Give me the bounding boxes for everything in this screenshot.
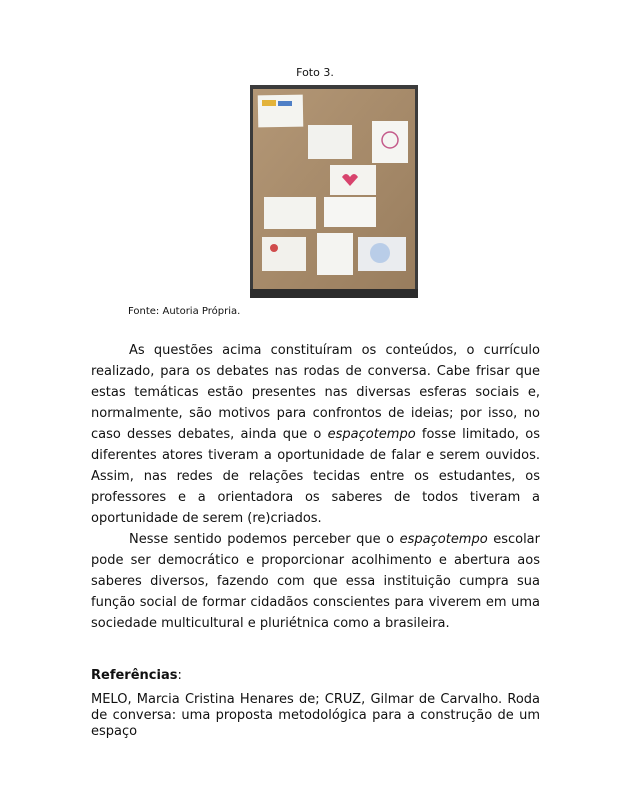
figure-source: Fonte: Autoria Própria. [128, 306, 241, 317]
italic-term: espaçotempo [399, 532, 488, 547]
paragraph-1: As questões acima constituíram os conteúdos, o currículo realizado, para os debates nas rodas de conversa. Cabe frisar que estas temáticas estão presentes nas diversas esferas sociais e, normalmente, são motivos para confrontos de ideias; por isso, no caso desses debates, ainda que o espaçotempo fosse limitado, os diferentes atores tiveram a oportunidade de falar e serem ouvidos. Assim, nas redes de relações tecidas entre os estudantes, os professores e a orientadora os saberes de todos tiveram a oportunidade de serem (re)criados. [91, 343, 540, 526]
reference-entry: MELO, Marcia Cristina Henares de; CRUZ, Gilmar de Carvalho. Roda de conversa: uma proposta metodológica para a construção de um espaço [91, 692, 540, 739]
references-heading: Referências: [91, 668, 182, 683]
body-text [91, 340, 540, 634]
photo-board [250, 85, 418, 298]
figure-caption: Foto 3. [296, 66, 334, 79]
paragraph-2: Nesse sentido podemos perceber que o espaçotempo escolar pode ser democrático e proporcionar acolhimento e abertura aos saberes diversos, fazendo com que essa instituição cumpra sua função social de formar cidadãos conscientes para viverem em uma sociedade multicultural e pluriétnica como a brasileira. [91, 532, 540, 631]
italic-term: espaçotempo [327, 427, 416, 442]
